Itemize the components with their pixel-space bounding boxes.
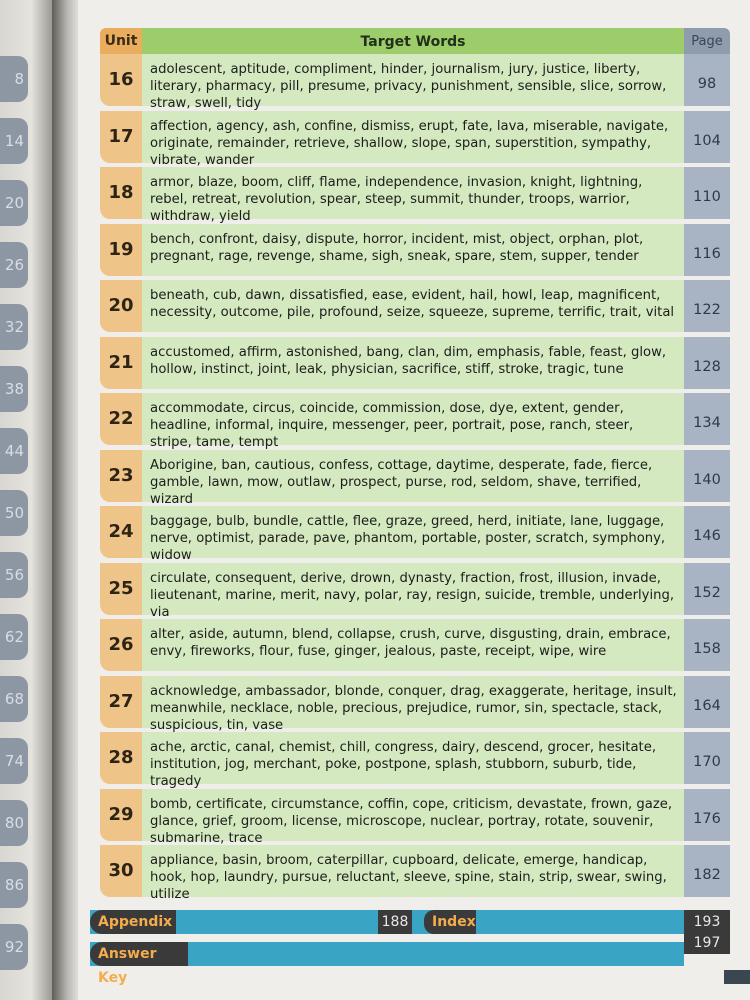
unit-page-number: 176 <box>684 789 730 841</box>
left-page-tab: 74 <box>0 738 28 784</box>
unit-number: 20 <box>100 280 142 332</box>
book-gutter <box>52 0 80 1000</box>
left-page-tab: 38 <box>0 366 28 412</box>
unit-row[interactable] <box>100 167 730 224</box>
unit-page-number: 128 <box>684 337 730 389</box>
unit-row[interactable] <box>100 732 730 789</box>
unit-number: 17 <box>100 111 142 163</box>
unit-row[interactable] <box>100 619 730 676</box>
header-page: Page <box>684 28 730 54</box>
unit-row[interactable] <box>100 224 730 281</box>
unit-page-number: 122 <box>684 280 730 332</box>
unit-number: 30 <box>100 845 142 897</box>
unit-page-number: 134 <box>684 393 730 445</box>
unit-row[interactable] <box>100 280 730 337</box>
unit-row[interactable] <box>100 111 730 168</box>
appendix-page: 188 <box>378 910 412 934</box>
units-table <box>100 54 730 902</box>
unit-page-number: 98 <box>684 54 730 106</box>
unit-page-number: 116 <box>684 224 730 276</box>
unit-row[interactable] <box>100 450 730 507</box>
left-page-tab: 50 <box>0 490 28 536</box>
target-words: accommodate, circus, coincide, commission, dose, dye, extent, gender, headline, informal, inquire, messenger, peer, portrait, pose, ranch, steer, stripe, tame, tempt <box>142 393 684 445</box>
unit-row[interactable] <box>100 506 730 563</box>
unit-page-number: 182 <box>684 845 730 897</box>
unit-number: 26 <box>100 619 142 671</box>
left-page-tab: 20 <box>0 180 28 226</box>
header-target-words: Target Words <box>142 28 684 54</box>
unit-number: 29 <box>100 789 142 841</box>
left-page-tab: 8 <box>0 56 28 102</box>
answer-key-page: 197 <box>684 932 730 954</box>
unit-row[interactable] <box>100 676 730 733</box>
unit-page-number: 140 <box>684 450 730 502</box>
left-page-edge <box>0 0 52 1000</box>
unit-page-number: 170 <box>684 732 730 784</box>
index-page: 193 <box>684 910 730 934</box>
target-words: ache, arctic, canal, chemist, chill, congress, dairy, descend, grocer, hesitate, institution, jog, merchant, poke, postpone, splash, stubborn, suburb, tide, tragedy <box>142 732 684 784</box>
unit-number: 23 <box>100 450 142 502</box>
unit-page-number: 146 <box>684 506 730 558</box>
appendix-label[interactable]: Appendix <box>90 910 176 934</box>
page-corner-mark <box>724 970 750 984</box>
target-words: baggage, bulb, bundle, cattle, flee, graze, greed, herd, initiate, lane, luggage, nerve, optimist, parade, pave, phantom, portable, poster, scratch, symphony, widow <box>142 506 684 558</box>
target-words: accustomed, affirm, astonished, bang, clan, dim, emphasis, fable, feast, glow, hollow, instinct, joint, leak, physician, sacrifice, stiff, stroke, tragic, tune <box>142 337 684 389</box>
unit-row[interactable] <box>100 845 730 902</box>
table-header <box>100 28 740 54</box>
left-page-tab: 14 <box>0 118 28 164</box>
target-words: circulate, consequent, derive, drown, dynasty, fraction, frost, illusion, invade, lieutenant, marine, merit, navy, polar, ray, resign, suicide, tremble, underlying, via <box>142 563 684 615</box>
unit-row[interactable] <box>100 54 730 111</box>
left-page-tab: 26 <box>0 242 28 288</box>
unit-number: 25 <box>100 563 142 615</box>
target-words: beneath, cub, dawn, dissatisfied, ease, evident, hail, howl, leap, magnificent, necessity, outcome, pile, profound, seize, squeeze, supreme, terrific, trait, vital <box>142 280 684 332</box>
left-page-tab: 92 <box>0 924 28 970</box>
unit-number: 19 <box>100 224 142 276</box>
unit-number: 22 <box>100 393 142 445</box>
left-page-tab: 86 <box>0 862 28 908</box>
header-unit: Unit <box>100 28 142 54</box>
unit-number: 24 <box>100 506 142 558</box>
unit-number: 16 <box>100 54 142 106</box>
unit-page-number: 152 <box>684 563 730 615</box>
target-words: armor, blaze, boom, cliff, flame, independence, invasion, knight, lightning, rebel, retreat, revolution, spear, steep, summit, thunder, troops, warrior, withdraw, yield <box>142 167 684 219</box>
target-words: adolescent, aptitude, compliment, hinder, journalism, jury, justice, liberty, literary, pharmacy, pill, presume, privacy, punishment, sensible, slice, sorrow, straw, swell, tidy <box>142 54 684 106</box>
index-label[interactable]: Index <box>424 910 476 934</box>
left-page-tab: 80 <box>0 800 28 846</box>
unit-page-number: 110 <box>684 167 730 219</box>
unit-row[interactable] <box>100 337 730 394</box>
left-page-tab: 56 <box>0 552 28 598</box>
left-page-tab: 44 <box>0 428 28 474</box>
appendix-index-bar <box>90 910 721 934</box>
unit-number: 21 <box>100 337 142 389</box>
answer-key-label[interactable]: Answer Key <box>90 942 188 966</box>
answer-key-bar <box>90 935 721 986</box>
unit-page-number: 158 <box>684 619 730 671</box>
unit-row[interactable] <box>100 393 730 450</box>
unit-number: 28 <box>100 732 142 784</box>
target-words: alter, aside, autumn, blend, collapse, crush, curve, disgusting, drain, embrace, envy, fireworks, flour, fuse, ginger, jealous, paste, receipt, wipe, wire <box>142 619 684 671</box>
target-words: bench, confront, daisy, dispute, horror, incident, mist, object, orphan, plot, pregnant, rage, revenge, shame, sigh, sneak, spare, stem, supper, tender <box>142 224 684 276</box>
unit-row[interactable] <box>100 563 730 620</box>
target-words: appliance, basin, broom, caterpillar, cupboard, delicate, emerge, handicap, hook, hop, laundry, pursue, reluctant, sleeve, spine, stain, strip, swear, swing, utilize <box>142 845 684 897</box>
target-words: acknowledge, ambassador, blonde, conquer, drag, exaggerate, heritage, insult, meanwhile, necklace, noble, precious, prejudice, rumor, sin, spectacle, stack, suspicious, tin, vase <box>142 676 684 728</box>
target-words: affection, agency, ash, confine, dismiss, erupt, fate, lava, miserable, navigate, originate, remainder, retrieve, shallow, slope, span, superstition, sympathy, vibrate, wander <box>142 111 684 163</box>
target-words: Aborigine, ban, cautious, confess, cottage, daytime, desperate, fade, fierce, gamble, lawn, mow, outlaw, prospect, purse, rod, seldom, shave, terrified, wizard <box>142 450 684 502</box>
unit-number: 18 <box>100 167 142 219</box>
target-words: bomb, certificate, circumstance, coffin, cope, criticism, devastate, frown, gaze, glance, grief, groom, license, microscope, nuclear, portray, rotate, souvenir, submarine, trace <box>142 789 684 841</box>
left-page-tab: 68 <box>0 676 28 722</box>
unit-row[interactable] <box>100 789 730 846</box>
unit-page-number: 164 <box>684 676 730 728</box>
left-page-tab: 32 <box>0 304 28 350</box>
contents-page <box>78 0 750 1000</box>
left-page-tab: 62 <box>0 614 28 660</box>
unit-number: 27 <box>100 676 142 728</box>
unit-page-number: 104 <box>684 111 730 163</box>
